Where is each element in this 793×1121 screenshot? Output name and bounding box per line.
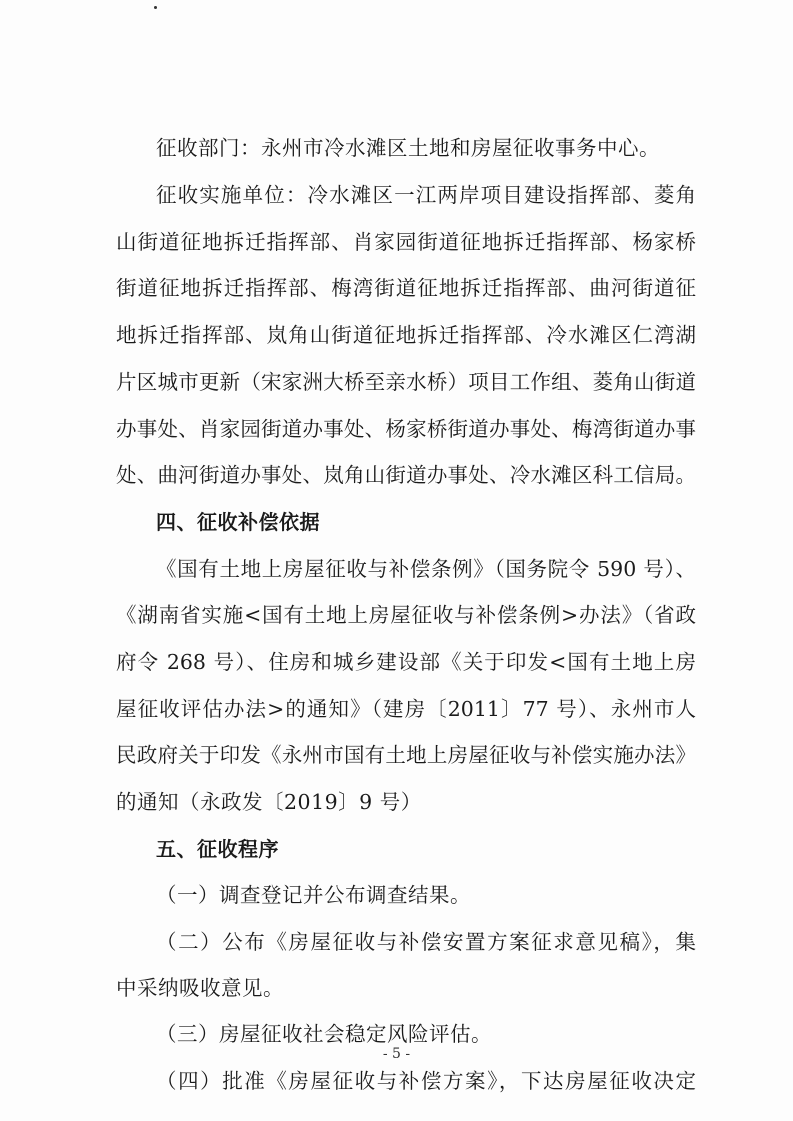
text-line: 民政府关于印发《永州市国有土地上房屋征收与补偿实施办法》 <box>116 743 696 767</box>
text-line: 片区城市更新（宋家洲大桥至亲水桥）项目工作组、菱角山街道 <box>116 370 696 394</box>
text-line: 山街道征地拆迁指挥部、肖家园街道征地拆迁指挥部、杨家桥 <box>116 230 696 254</box>
text-line: （三）房屋征收社会稳定风险评估。 <box>156 1022 492 1046</box>
text-line: （四）批准《房屋征收与补偿方案》，下达房屋征收决定 <box>156 1069 696 1093</box>
text-line: 的通知（永政发〔2019〕9 号） <box>116 790 422 814</box>
text-line: 中采纳吸收意见。 <box>116 976 284 1000</box>
section-heading: 五、征收程序 <box>156 837 279 861</box>
text-line: 街道征地拆迁指挥部、梅湾街道征地拆迁指挥部、曲河街道征 <box>116 276 696 300</box>
section-heading: 四、征收补偿依据 <box>156 510 320 534</box>
text-line: 办事处、肖家园街道办事处、杨家桥街道办事处、梅湾街道办事 <box>116 417 696 441</box>
text-line: （一）调查登记并公布调查结果。 <box>156 883 471 907</box>
text-line: 处、曲河街道办事处、岚角山街道办事处、冷水滩区科工信局。 <box>116 463 696 487</box>
text-line: 地拆迁指挥部、岚角山街道征地拆迁指挥部、冷水滩区仁湾湖 <box>116 323 696 347</box>
text-line: 《国有土地上房屋征收与补偿条例》（国务院令 590 号）、 <box>156 557 696 581</box>
text-line: 征收实施单位：冷水滩区一江两岸项目建设指挥部、菱角 <box>156 183 696 207</box>
page-number: - 5 - <box>382 1046 411 1062</box>
text-line: 《湖南省实施<国有土地上房屋征收与补偿条例>办法》（省政 <box>116 603 696 627</box>
text-line: 屋征收评估办法>的通知》（建房〔2011〕77 号）、永州市人 <box>116 697 696 721</box>
scan-speck <box>154 6 157 9</box>
text-line: 征收部门：永州市冷水滩区土地和房屋征收事务中心。 <box>156 136 660 160</box>
text-line: 府令 268 号）、住房和城乡建设部《关于印发<国有土地上房 <box>116 650 696 674</box>
text-line: （二）公布《房屋征收与补偿安置方案征求意见稿》，集 <box>156 930 696 954</box>
